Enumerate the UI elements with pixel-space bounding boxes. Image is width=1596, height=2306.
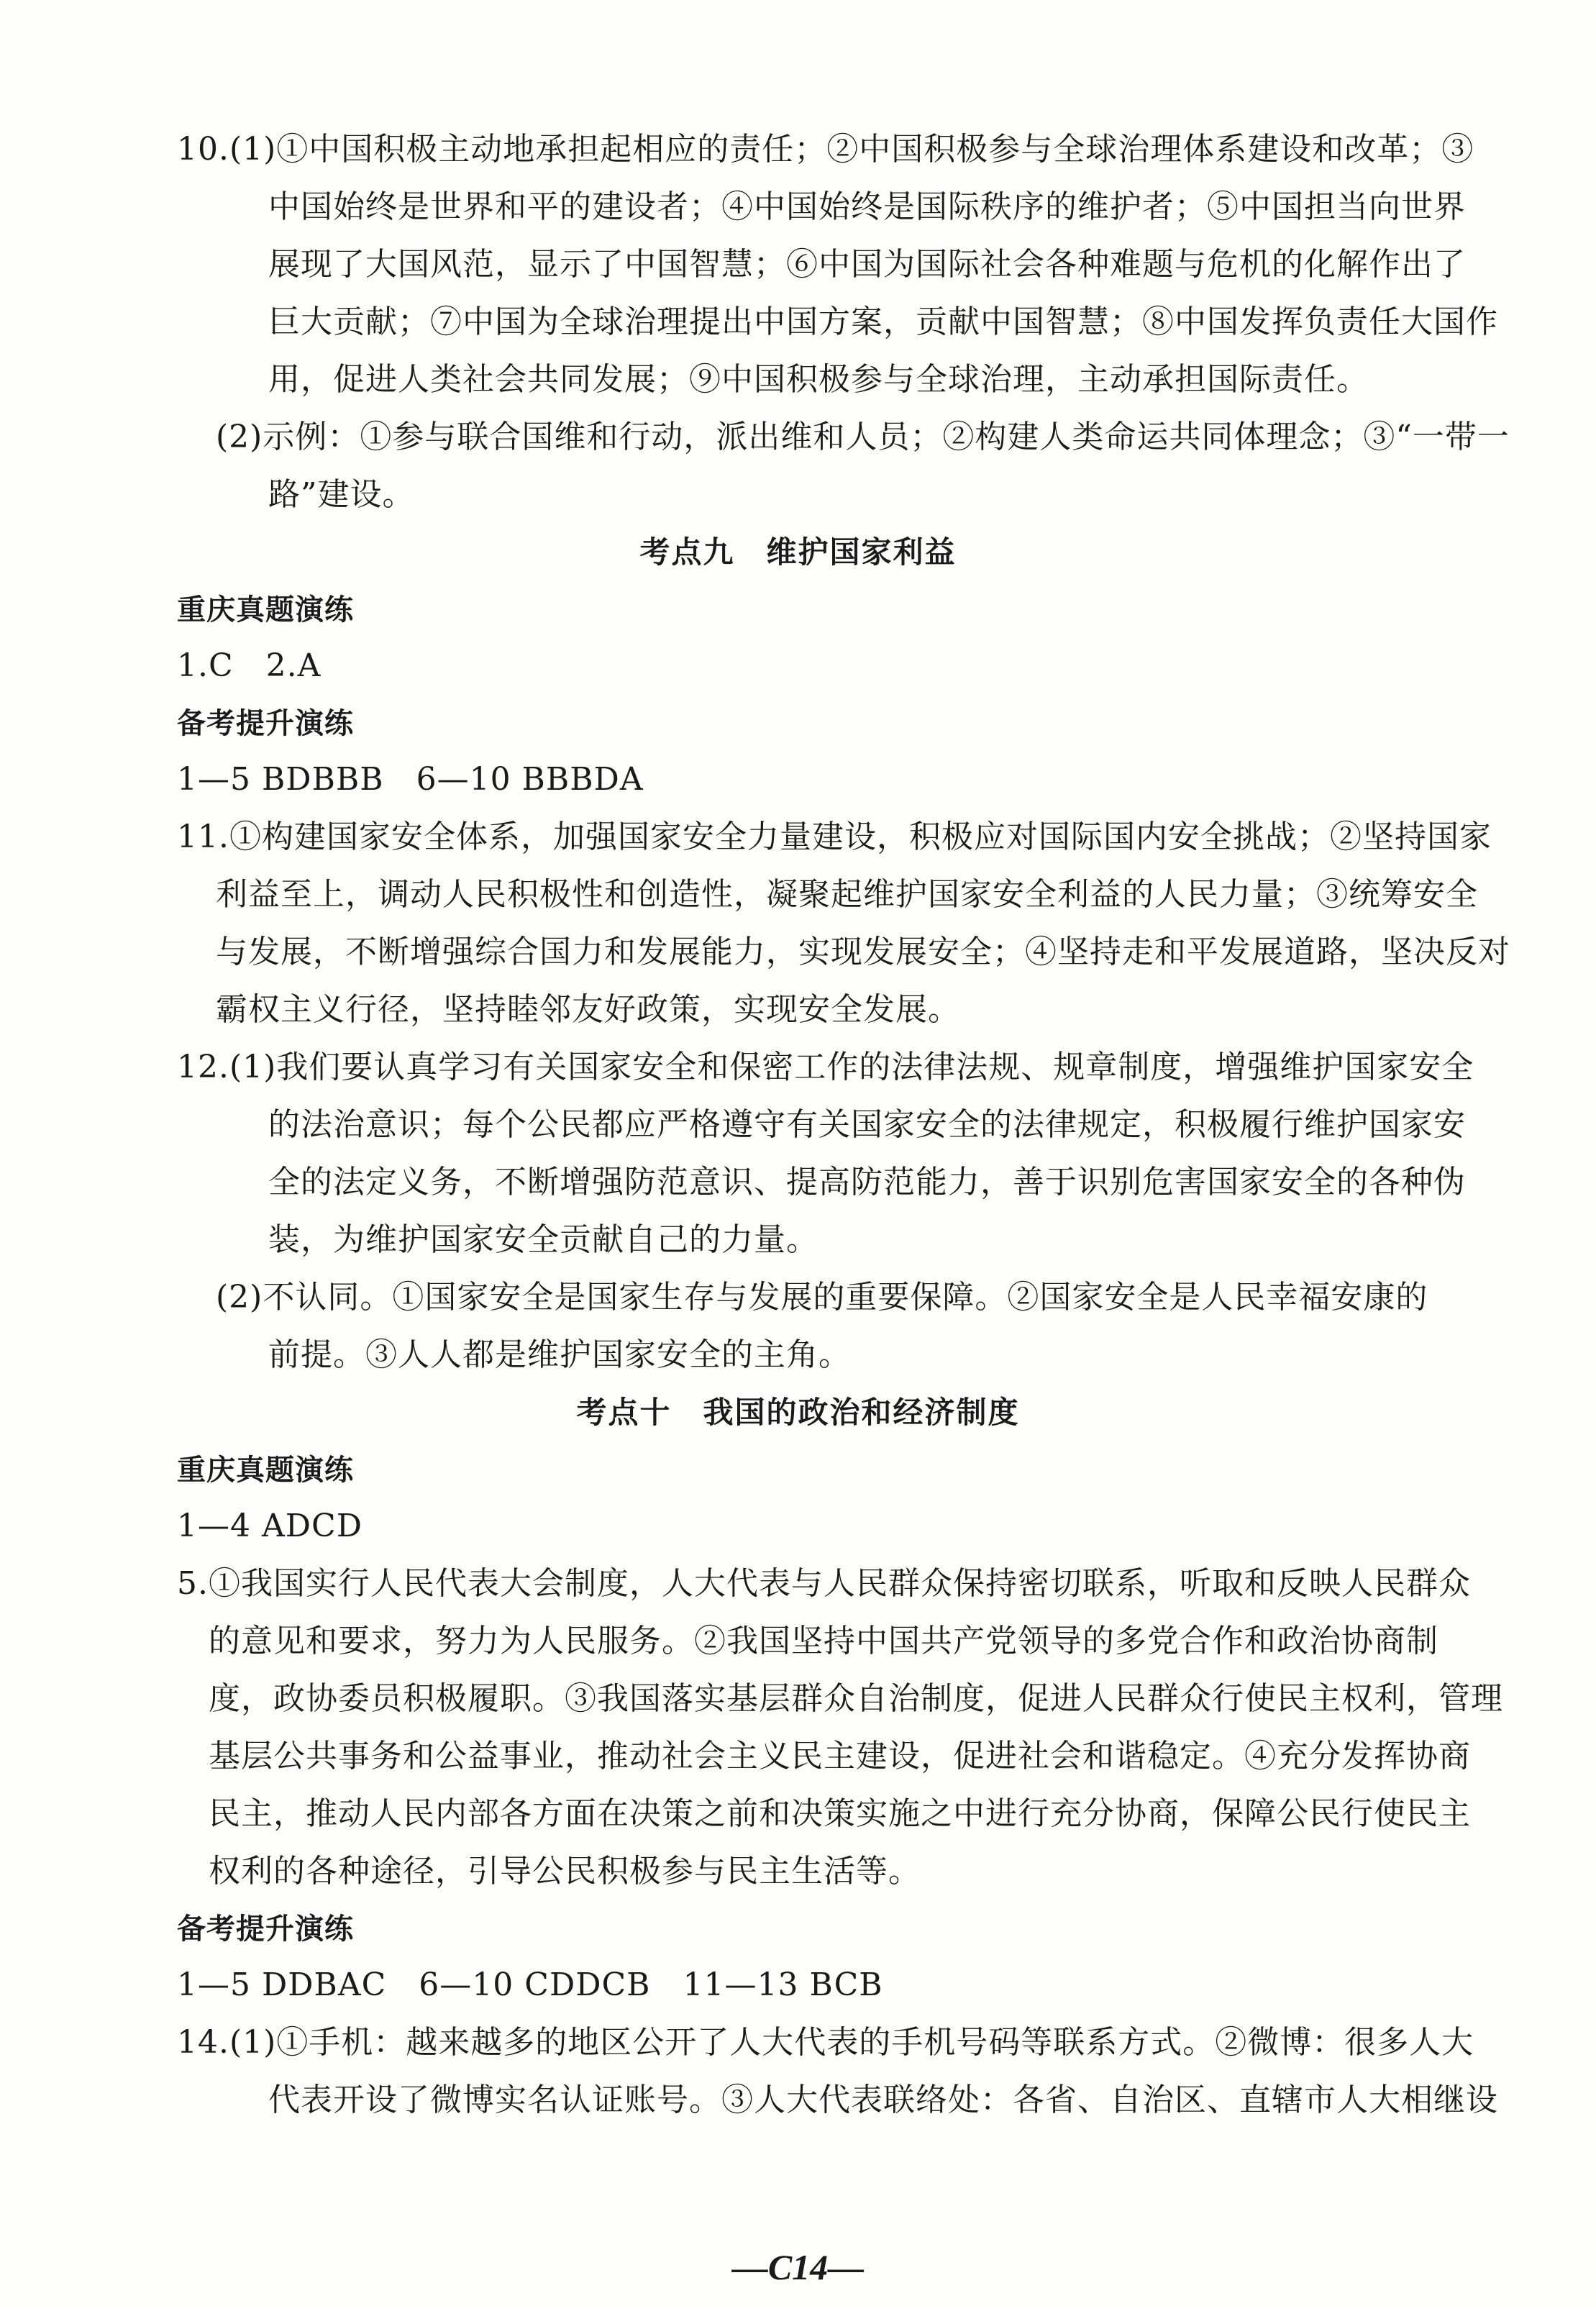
- section-9-chongqing-heading: 重庆真题演练: [177, 593, 354, 626]
- q5-line-2: 的意见和要求，努力为人民服务。②我国坚持中国共产党领导的多党合作和政治协商制: [209, 1623, 1438, 1659]
- section-10-chongqing-heading: 重庆真题演练: [177, 1454, 354, 1487]
- q11-line-3: 与发展，不断增强综合国力和发展能力，实现发展安全；④坚持走和平发展道路，坚决反对: [216, 934, 1510, 970]
- q14-line-2: 代表开设了微博实名认证账号。③人大代表联络处：各省、自治区、直辖市人大相继设: [268, 2082, 1498, 2118]
- q11-line-2: 利益至上，调动人民积极性和创造性，凝聚起维护国家安全利益的人民力量；③统筹安全: [216, 876, 1478, 913]
- q10-p1-line-5: 用，促进人类社会共同发展；⑨中国积极参与全球治理，主动承担国际责任。: [268, 361, 1369, 398]
- section-10-title: 考点十 我国的政治和经济制度: [576, 1395, 1020, 1430]
- q12-p2-line-2: 前提。③人人都是维护国家安全的主角。: [268, 1336, 851, 1373]
- q12-p1-line-1: 12.(1)我们要认真学习有关国家安全和保密工作的法律法规、规章制度，增强维护国家安全: [177, 1049, 1474, 1085]
- q14-line-1: 14.(1)①手机：越来越多的地区公开了人大代表的手机号码等联系方式。②微博：很多人大: [177, 2024, 1474, 2061]
- q11-line-4: 霸权主义行径，坚持睦邻友好政策，实现安全发展。: [216, 991, 960, 1028]
- section-9-title: 考点九 维护国家利益: [639, 534, 957, 570]
- q5-line-1: 5.①我国实行人民代表大会制度，人大代表与人民群众保持密切联系，听取和反映人民群众: [177, 1565, 1471, 1602]
- section-9-practice-answers: 1—5 BDBBB 6—10 BBBDA: [177, 761, 644, 798]
- page-number: —C14—: [731, 2247, 865, 2287]
- section-10-practice-heading: 备考提升演练: [177, 1913, 354, 1946]
- q12-p1-line-3: 全的法定义务，不断增强防范意识、提高防范能力，善于识别危害国家安全的各种伪: [268, 1164, 1466, 1200]
- q5-line-5: 民主，推动人民内部各方面在决策之前和决策实施之中进行充分协商，保障公民行使民主: [209, 1795, 1471, 1832]
- q10-p1-line-4: 巨大贡献；⑦中国为全球治理提出中国方案，贡献中国智慧；⑧中国发挥负责任大国作: [268, 304, 1498, 340]
- section-10-practice-answers: 1—5 DDBAC 6—10 CDDCB 11—13 BCB: [177, 1967, 883, 2003]
- q12-p1-line-2: 的法治意识；每个公民都应严格遵守有关国家安全的法律规定，积极履行维护国家安: [268, 1106, 1466, 1143]
- q5-line-4: 基层公共事务和公益事业，推动社会主义民主建设，促进社会和谐稳定。④充分发挥协商: [209, 1738, 1471, 1774]
- section-9-practice-heading: 备考提升演练: [177, 707, 354, 740]
- section-10-chongqing-answers: 1—4 ADCD: [177, 1508, 362, 1544]
- q5-line-6: 权利的各种途径，引导公民积极参与民主生活等。: [209, 1853, 921, 1890]
- q12-p1-line-4: 装，为维护国家安全贡献自己的力量。: [268, 1221, 818, 1258]
- q10-p2-line-1: (2)示例：①参与联合国维和行动，派出维和人员；②构建人类命运共同体理念；③“一带一: [216, 419, 1510, 455]
- q5-line-3: 度，政协委员积极履职。③我国落实基层群众自治制度，促进人民群众行使民主权利，管理: [209, 1680, 1503, 1717]
- q10-p1-line-2: 中国始终是世界和平的建设者；④中国始终是国际秩序的维护者；⑤中国担当向世界: [268, 188, 1466, 225]
- q11-line-1: 11.①构建国家安全体系，加强国家安全力量建设，积极应对国际国内安全挑战；②坚持国家: [177, 819, 1492, 855]
- q12-p2-line-1: (2)不认同。①国家安全是国家生存与发展的重要保障。②国家安全是人民幸福安康的: [216, 1279, 1428, 1316]
- section-9-chongqing-answers: 1.C 2.A: [177, 647, 322, 684]
- q10-p1-line-3: 展现了大国风范，显示了中国智慧；⑥中国为国际社会各种难题与危机的化解作出了: [268, 246, 1466, 283]
- q10-p1-line-1: 10.(1)①中国积极主动地承担起相应的责任；②中国积极参与全球治理体系建设和改革；③: [177, 131, 1474, 168]
- q10-p2-line-2: 路”建设。: [268, 476, 415, 513]
